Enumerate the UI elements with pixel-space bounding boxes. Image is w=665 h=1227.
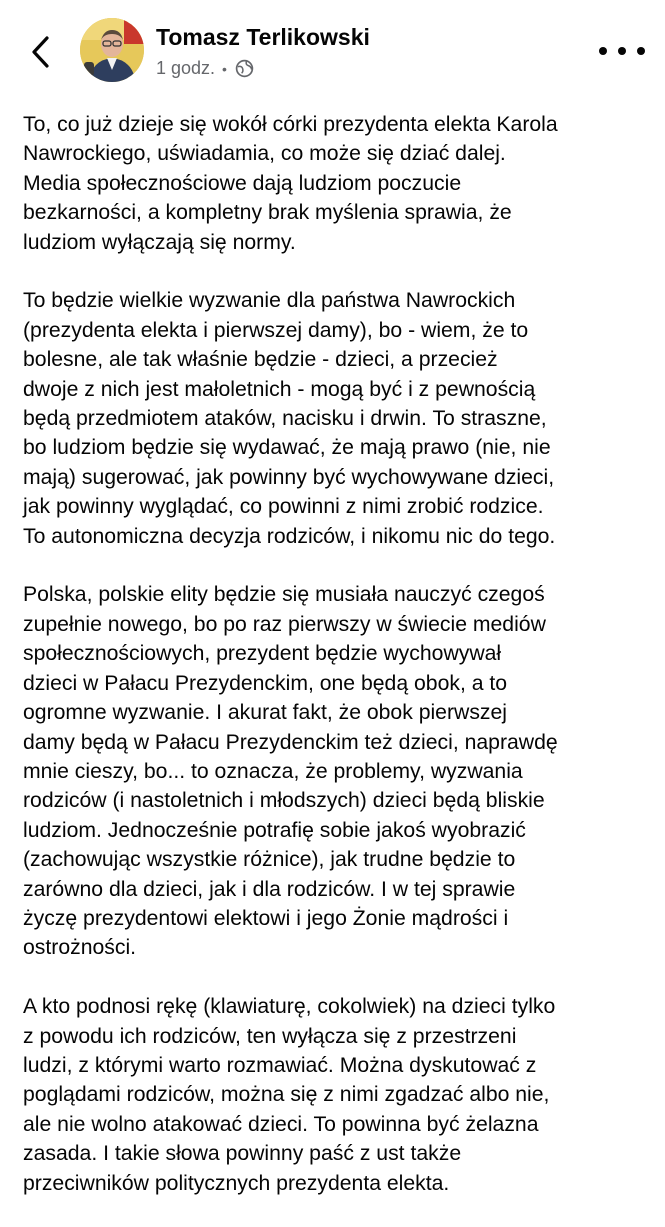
globe-icon xyxy=(235,59,254,78)
more-dot-icon xyxy=(637,47,645,55)
post-paragraph: Polska, polskie elity będzie się musiała nauczyć czegoś zupełnie nowego, bo po raz pierwszy w świecie mediów społecznościowych, prezydent będzie wychowywał dzieci w Pałacu Prezydenckim, one będą obok, a to ogromne wyzwanie. I akurat fakt, że obok pierwszej damy będą w Pałacu Prezydenckim też dzieci, naprawdę mnie cieszy, bo... to oznacza, że problemy, wyzwania rodziców (i nastoletnich i młodszych) dzieci będą bliskie ludziom. Jednocześnie potrafię sobie jakoś wyobrazić (zachowując wszystkie różnice), jak trudne będzie to zarówno dla dzieci, jak i dla rodziców. I w tej sprawie życzę prezydentowi elektowi i jego Żonie mądrości i ostrożności. xyxy=(23,583,558,960)
post-header xyxy=(0,0,665,100)
back-button[interactable] xyxy=(22,30,58,74)
post-text xyxy=(23,110,648,1227)
post-paragraph: A kto podnosi rękę (klawiaturę, cokolwiek) na dzieci tylko z powodu ich rodziców, ten wyłącza się z przestrzeni ludzi, z którymi warto rozmawiać. Można dyskutować z poglądami rodziców, można się z nimi zgadzać albo nie, ale nie wolno atakować dzieci. To powinna być żelazna zasada. I takie słowa powinny paść z ust także przeciwników politycznych prezydenta elekta. xyxy=(23,995,556,1195)
more-dot-icon xyxy=(618,47,626,55)
post-paragraph: To, co już dzieje się wokół córki prezydenta elekta Karola Nawrockiego, uświadamia, co może się dziać dalej. Media społecznościowe dają ludziom poczucie bezkarności, a kompletny brak myślenia sprawia, że ludziom wyłączają się normy. xyxy=(23,113,558,254)
more-options-button[interactable] xyxy=(599,38,645,64)
avatar-image xyxy=(80,18,144,82)
chevron-left-icon xyxy=(29,35,51,69)
author-avatar[interactable] xyxy=(80,18,144,82)
post-paragraph: To będzie wielkie wyzwanie dla państwa Nawrockich (prezydenta elekta i pierwszej damy), bo - wiem, że to bolesne, ale tak właśnie będzie - dzieci, a przecież dwoje z nich jest małoletnich - mogą być i z pewnością będą przedmiotem ataków, nacisku i drwin. To straszne, bo ludziom będzie się wydawać, że mają prawo (nie, nie mają) sugerować, jak powinny być wychowywane dzieci, jak powinny wyglądać, co powinni z nimi zrobić rodzice. To autonomiczna decyzja rodziców, i nikomu nic do tego. xyxy=(23,289,556,548)
post-timestamp[interactable]: 1 godz. xyxy=(156,58,216,78)
post-meta xyxy=(156,58,254,79)
more-dot-icon xyxy=(599,47,607,55)
author-name[interactable]: Tomasz Terlikowski xyxy=(156,24,370,50)
meta-separator: • xyxy=(222,60,227,77)
